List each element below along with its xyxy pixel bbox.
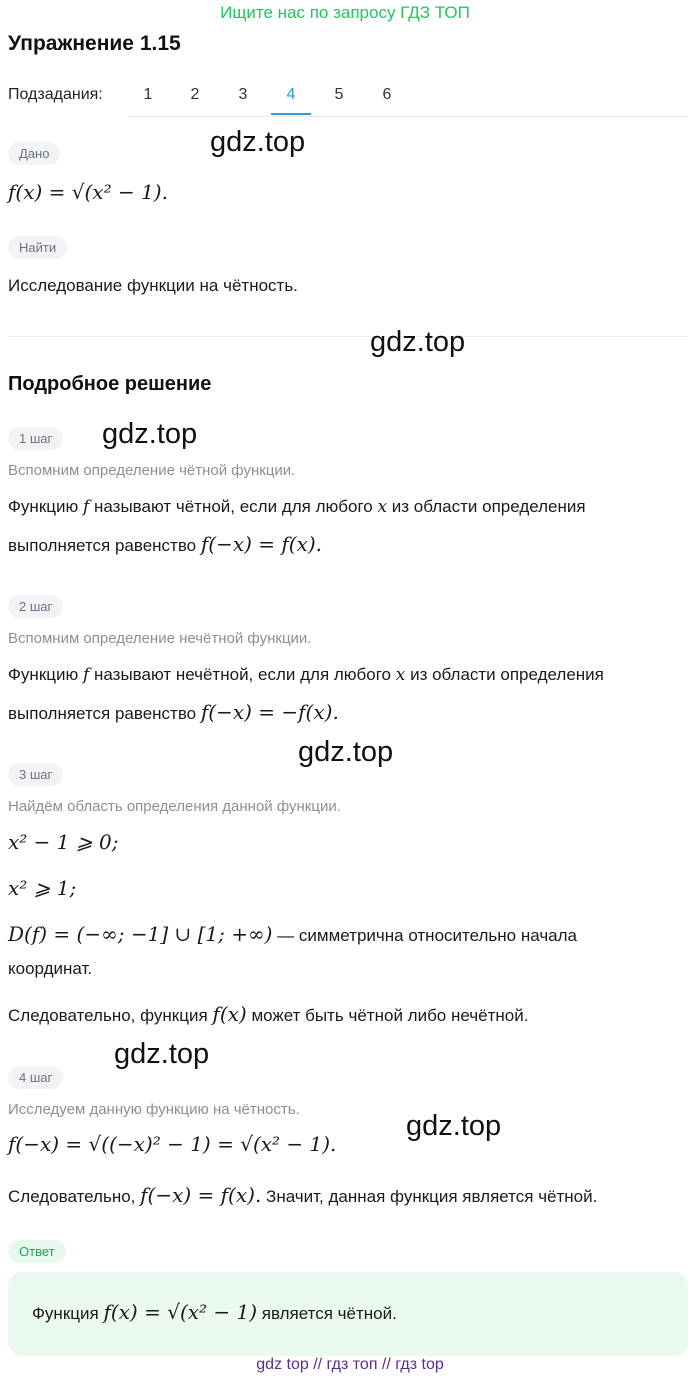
active-tab-underline: [271, 113, 311, 115]
step-2-text-a: Функцию: [8, 665, 79, 684]
given-formula: f(x) = √(x² − 1).: [8, 180, 168, 204]
step-1-text-b: называют чётной, если для любого: [94, 497, 373, 516]
step-3-inequality-1: x² − 1 ⩾ 0;: [8, 830, 119, 854]
tab-3[interactable]: 3: [238, 86, 248, 103]
page-title: Упражнение 1.15: [8, 32, 181, 55]
subtasks-label: Подзадания:: [8, 86, 103, 103]
find-text: Исследование функции на чётность.: [8, 276, 298, 295]
step-2-hint: Вспомним определение нечётной функции.: [8, 630, 312, 647]
step-2-formula: f(−x) = −f(x).: [200, 700, 339, 724]
step-1-pill: 1 шаг: [8, 427, 63, 450]
watermark: gdz.top: [114, 1038, 210, 1070]
answer-text: [32, 1300, 397, 1324]
step-3-domain-line-2: координат.: [8, 959, 93, 978]
step-4-conclusion-b: Значит, данная функция является чётной.: [266, 1187, 598, 1206]
var-x: x: [377, 497, 388, 517]
step-3-conclusion-a: Следовательно, функция: [8, 1006, 208, 1025]
step-1-formula: f(−x) = f(x).: [200, 532, 323, 556]
step-3-conclusion-b: может быть чётной либо нечётной.: [251, 1006, 529, 1025]
step-3-inequality-2: x² ⩾ 1;: [8, 876, 77, 900]
footer-links[interactable]: gdz top // гдз топ // гдз top: [256, 1356, 444, 1373]
find-pill: Найти: [8, 236, 67, 259]
step-3-domain-formula: D(f) = (−∞; −1] ∪ [1; +∞): [8, 922, 273, 946]
watermark: gdz.top: [298, 736, 394, 768]
step-1-line-2: [8, 532, 322, 558]
step-1-line-1: [8, 495, 586, 519]
tab-4[interactable]: 4: [286, 86, 296, 103]
step-2-text-d: выполняется равенство: [8, 704, 197, 723]
step-1-text-c: из области определения: [391, 497, 586, 516]
step-4-hint: Исследуем данную функцию на чётность.: [8, 1101, 300, 1118]
step-3-pill: 3 шаг: [8, 763, 63, 786]
step-2-pill: 2 шаг: [8, 595, 63, 618]
tab-5[interactable]: 5: [334, 86, 344, 103]
step-4-pill: 4 шаг: [8, 1066, 63, 1089]
answer-box: [8, 1272, 688, 1356]
tab-2[interactable]: 2: [190, 86, 200, 103]
answer-formula: f(x) = √(x² − 1): [103, 1300, 258, 1324]
answer-pill: Ответ: [8, 1240, 66, 1263]
step-1-text-d: выполняется равенство: [8, 536, 197, 555]
var-f: f: [82, 497, 90, 517]
step-3-conclusion: [8, 1002, 528, 1028]
answer-text-b: является чётной.: [261, 1304, 397, 1323]
step-3-domain-line: [8, 922, 577, 948]
divider: [8, 336, 688, 337]
tab-6[interactable]: 6: [382, 86, 392, 103]
step-4-formula: f(−x) = √((−x)² − 1) = √(x² − 1).: [8, 1132, 337, 1156]
var-x: x: [395, 665, 406, 685]
watermark: gdz.top: [210, 126, 306, 158]
tab-1[interactable]: 1: [143, 86, 153, 103]
step-4-conclusion-formula: f(−x) = f(x).: [140, 1183, 262, 1207]
step-4-conclusion-a: Следовательно,: [8, 1187, 136, 1206]
step-4-conclusion: [8, 1183, 597, 1209]
watermark: gdz.top: [406, 1110, 502, 1142]
step-3-hint: Найдём область определения данной функции.: [8, 798, 341, 815]
step-2-line-1: [8, 663, 604, 687]
var-f: f: [82, 665, 90, 685]
watermark: gdz.top: [102, 418, 198, 450]
step-3-conclusion-formula: f(x): [212, 1002, 247, 1026]
step-1-hint: Вспомним определение чётной функции.: [8, 462, 296, 479]
step-2-text-c: из области определения: [410, 665, 604, 684]
subtasks-tabs: [130, 78, 688, 117]
step-3-domain-text: — симметрична относительно начала: [277, 926, 578, 945]
solution-title: Подробное решение: [8, 373, 212, 395]
given-pill: Дано: [8, 142, 60, 165]
step-1-text-a: Функцию: [8, 497, 79, 516]
step-2-text-b: называют нечётной, если для любого: [94, 665, 392, 684]
top-banner[interactable]: Ищите нас по запросу ГДЗ ТОП: [220, 3, 470, 22]
answer-text-a: Функция: [32, 1304, 99, 1323]
step-2-line-2: [8, 700, 339, 726]
watermark: gdz.top: [370, 326, 466, 358]
